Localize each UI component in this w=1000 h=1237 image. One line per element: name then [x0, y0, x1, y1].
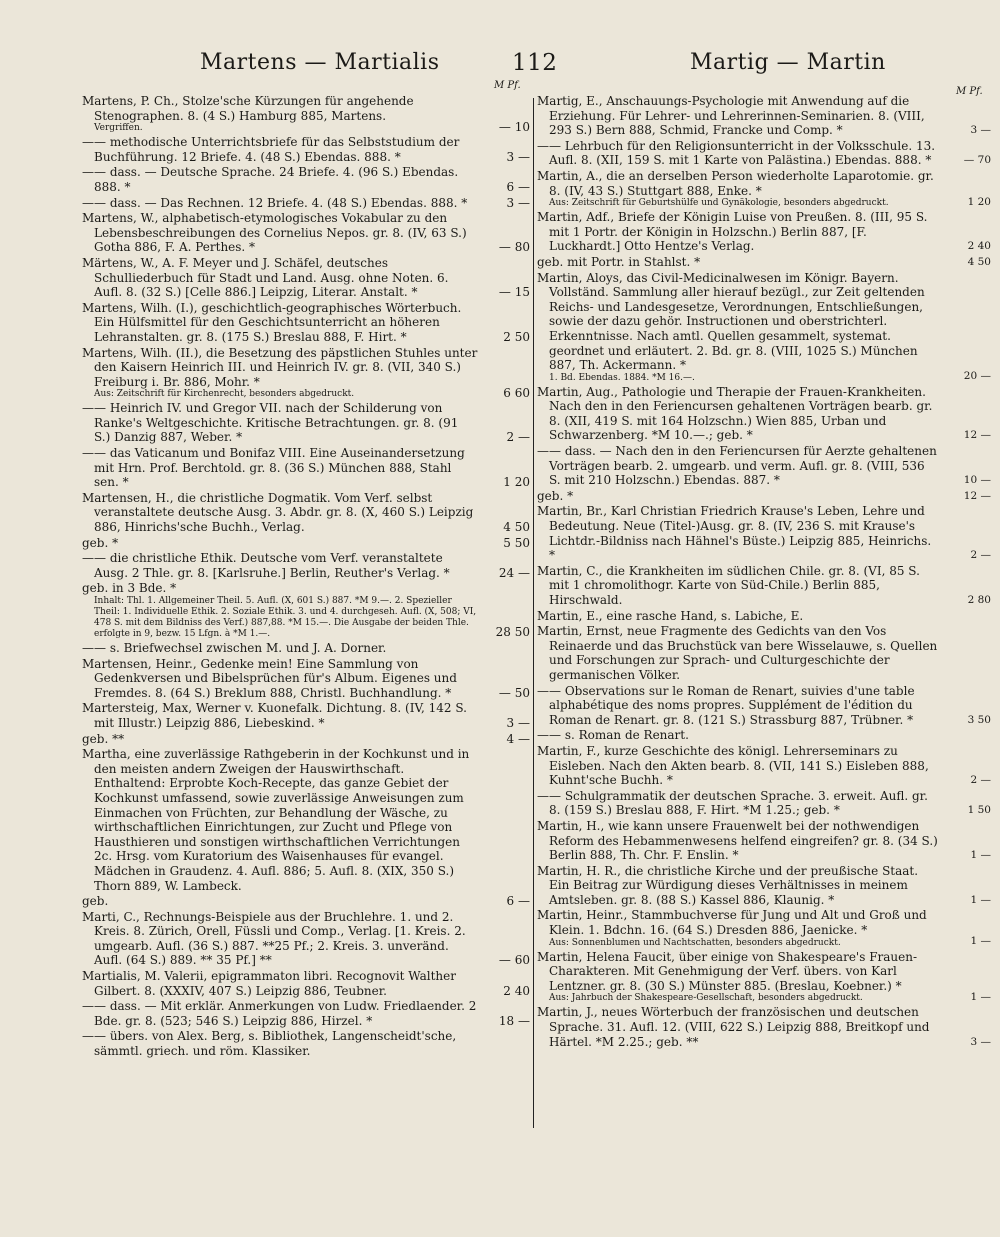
- catalog-entry: [82, 491, 530, 535]
- entry-text: —— s. Roman de Renart.: [537, 728, 689, 743]
- entry-text: Martens, W., alphabetisch-etymologisches Vokabular zu den Lebensbeschreibungen des Cornelius Nepos. gr. 8. (IV, 63 S.) Gotha 886, F. A. Perthes. *: [82, 211, 467, 255]
- entry-text: —— dass. — Mit erklär. Anmerkungen von Ludw. Friedlaender. 2 Bde. gr. 8. (523; 546 S.) Leipzig 886, Hirzel. *: [82, 999, 477, 1028]
- entry-price: 6 60: [503, 385, 530, 400]
- entry-text: Martin, Heinr., Stammbuchverse für Jung und Alt und Groß und Klein. 1. Bdchn. 16. (64 S.) Dresden 886, Jaenicke. *: [537, 908, 927, 938]
- entry-price: 1 20: [967, 195, 991, 208]
- page-number: 112: [512, 50, 558, 76]
- entry-text: geb. **: [82, 731, 125, 746]
- catalog-entry: [537, 1005, 991, 1049]
- catalog-entry: [82, 301, 530, 345]
- entry-text: Martens, P. Ch., Stolze'sche Kürzungen für angehende Stenographen. 8. (4 S.) Hamburg 885, Martens.: [82, 94, 414, 123]
- entry-price: — 15: [498, 285, 530, 300]
- entry-note: 1. Bd. Ebendas. 1884. *M 16.—.: [549, 372, 695, 383]
- catalog-entry: [82, 1029, 530, 1058]
- entry-text: Martersteig, Max, Werner v. Kuonefalk. Dichtung. 8. (IV, 142 S. mit Illustr.) Leipzig 886, Liebeskind. *: [82, 701, 467, 730]
- entry-price: 2 —: [970, 549, 991, 562]
- entry-price: 3 50: [967, 713, 991, 726]
- catalog-entry: [537, 488, 991, 504]
- column-divider: [533, 98, 534, 1128]
- entry-text: Martialis, M. Valerii, epigrammaton libri. Recognovit Walther Gilbert. 8. (XXXIV, 407 S.) Leipzig 886, Teubner.: [82, 969, 456, 998]
- entry-price: — 50: [498, 685, 530, 700]
- entry-price: 2 40: [967, 240, 991, 253]
- entry-text: —— Schulgrammatik der deutschen Sprache. 3. erweit. Aufl. gr. 8. (159 S.) Breslau 888, F. Hirt. *M 1.25.; geb. *: [537, 788, 928, 818]
- catalog-entry: [82, 346, 530, 401]
- entry-text: Martensen, Heinr., Gedenke mein! Eine Sammlung von Gedenkversen und Bibelsprüchen für's Album. Eigenes und Fremdes. 8. (64 S.) Breklum 888, Christl. Buchhandlung. *: [82, 656, 457, 700]
- catalog-entry: [82, 969, 530, 998]
- entry-text: geb. in 3 Bde. *: [82, 581, 177, 596]
- entry-note: Inhalt: Thl. 1. Allgemeiner Theil. 5. Aufl. (X, 601 S.) 887. *M 9.—. 2. Spezieller Theil: 1. Individuelle Ethik. 2. Soziale Ethik. 3. und 4. durchgeseh. Aufl. (X, 508; VI, 478 S. mit dem Bildniss des Verf.) 887,88. *M 15.—. Die Ausgabe der beiden Thle. erfolgte in 9, bezw. 15 Lfgn. à *M 1.—.: [94, 596, 477, 639]
- catalog-entry: [82, 747, 530, 893]
- entry-price: 1 —: [970, 990, 991, 1003]
- entry-text: Martin, H., wie kann unsere Frauenwelt bei der nothwendigen Reform des Hebammenwesens helfend eingreifen? gr. 8. (34 S.) Berlin 888, Th. Chr. F. Enslin. *: [537, 818, 938, 863]
- entry-price: 4 50: [967, 255, 991, 268]
- entry-text: Martin, Helena Faucit, über einige von Shakespeare's Frauen-Charakteren. Mit Genehmigung der Verf. übers. von Karl Lentzner. gr. 8. (30 S.) Münster 885. (Breslau, Koebner.) *: [537, 949, 918, 993]
- catalog-entry: [82, 581, 530, 640]
- entry-text: Martin, Aug., Pathologie und Therapie der Frauen-Krankheiten. Nach den in den Feriencursen gehaltenen Vorträgen bearb. gr. 8. (XII, 419 S. mit 164 Holzschn.) Wien 885, Urban und Schwarzenberg. *M 10.—.; geb. *: [537, 384, 933, 443]
- price-column-header-left: M Pf.: [494, 80, 521, 91]
- entry-price: — 60: [498, 953, 530, 968]
- catalog-entry: [537, 908, 991, 948]
- entry-price: 3 —: [506, 715, 530, 730]
- catalog-entry: [82, 256, 530, 300]
- entry-price: — 80: [498, 240, 530, 255]
- entry-text: —— dass. — Deutsche Sprache. 24 Briefe. 4. (96 S.) Ebendas. 888. *: [82, 165, 459, 194]
- entry-note: Aus: Zeitschrift für Kirchenrecht, besonders abgedruckt.: [94, 389, 355, 400]
- entry-price: 2 —: [506, 430, 530, 445]
- entry-text: Martin, J., neues Wörterbuch der französischen und deutschen Sprache. 31. Aufl. 12. (VIII, 622 S.) Leipzig 888, Breitkopf und Härtel. *M 2.25.; geb. **: [537, 1005, 930, 1049]
- catalog-entry: [82, 641, 530, 656]
- entry-text: —— Heinrich IV. und Gregor VII. nach der Schilderung von Ranke's Weltgeschichte. Kritische Betrachtungen. gr. 8. (91 S.) Danzig 887, Weber. *: [82, 401, 459, 445]
- entry-price: 1 —: [970, 893, 991, 906]
- entry-text: Martin, Aloys, das Civil-Medicinalwesen im Königr. Bayern. Vollständ. Sammlung aller hierauf bezügl., zur Zeit geltenden Reichs- und Landesgesetze, Verordnungen, Entschließungen, sowie der dazu gehör. Instructionen und oberstrichterl. Erkenntnisse. Nach amtl. Quellen gesammelt, systemat. geordnet und erläutert. 2. Bd. gr. 8. (VIII, 1025 S.) München 887, Th. Ackermann. *: [537, 270, 925, 373]
- entry-price: — 70: [963, 154, 991, 167]
- entry-price: 5 50: [503, 535, 530, 550]
- catalog-entry: [537, 270, 991, 384]
- catalog-entry: [537, 563, 991, 608]
- catalog-entry: [82, 551, 530, 580]
- running-head-left: Martens — Martialis: [200, 50, 440, 75]
- entry-text: —— Lehrbuch für den Religionsunterricht in der Volksschule. 13. Aufl. 8. (XII, 159 S. mit 1 Karte von Palästina.) Ebendas. 888. *: [537, 138, 936, 168]
- entry-price: 2 80: [967, 594, 991, 606]
- entry-text: Martin, Br., Karl Christian Friedrich Krause's Leben, Lehre und Bedeutung. Neue (Titel-)Ausg. gr. 8. (IV, 236 S. mit Krause's Lichtdr.-Bildniss nach Hähnel's Büste.) Leipzig 885, Heinrichs. *: [537, 504, 932, 563]
- entry-text: geb. *: [537, 488, 574, 503]
- entry-price: 6 —: [506, 894, 530, 909]
- catalog-entry: [82, 196, 530, 211]
- entry-price: 4 —: [506, 731, 530, 746]
- catalog-entry: [82, 211, 530, 255]
- entry-price: — 10: [498, 119, 530, 134]
- entry-price: 1 20: [503, 475, 530, 490]
- entry-text: Martens, Wilh. (II.), die Besetzung des päpstlichen Stuhles unter den Kaisern Heinrich III. und Heinrich IV. gr. 8. (VII, 340 S.) Freiburg i. Br. 886, Mohr. *: [82, 345, 478, 389]
- entry-text: Martensen, H., die christliche Dogmatik. Vom Verf. selbst veranstaltete deutsche Ausg. 3. Abdr. gr. 8. (X, 460 S.) Leipzig 886, Hinrichs'sche Buchh., Verlag.: [82, 490, 474, 535]
- entry-text: —— dass. — Das Rechnen. 12 Briefe. 4. (48 S.) Ebendas. 888. *: [82, 195, 468, 210]
- entry-price: 4 50: [503, 520, 530, 535]
- catalog-entry: [537, 818, 991, 863]
- catalog-entry: [82, 135, 530, 164]
- entry-price: 3 —: [970, 124, 991, 137]
- catalog-entry: [82, 701, 530, 730]
- catalog-entry: [82, 401, 530, 445]
- catalog-entry: [82, 657, 530, 701]
- catalog-entry: [537, 444, 991, 488]
- entry-price: 20 —: [963, 370, 991, 383]
- right-column: [537, 94, 991, 1050]
- entry-text: Martin, Adf., Briefe der Königin Luise von Preußen. 8. (III, 95 S. mit 1 Portr. der Königin in Holzschn.) Berlin 887, [F. Luckhardt.] Otto Hentze's Verlag.: [537, 210, 928, 254]
- catalog-entry: [82, 999, 530, 1028]
- catalog-entry: [537, 504, 991, 563]
- entry-text: Martin, E., eine rasche Hand, s. Labiche, E.: [537, 608, 804, 623]
- entry-text: geb. mit Portr. in Stahlst. *: [537, 254, 701, 269]
- catalog-entry: [537, 728, 955, 743]
- entry-text: geb.: [82, 894, 109, 909]
- catalog-entry: [82, 446, 530, 490]
- entry-price: 1 —: [970, 849, 991, 862]
- entry-price: 1 50: [967, 804, 991, 817]
- entry-price: 3 —: [506, 195, 530, 210]
- entry-price: 12 —: [963, 429, 991, 442]
- catalog-entry: [537, 609, 955, 624]
- entry-text: Martha, eine zuverlässige Rathgeberin in der Kochkunst und in den meisten andern Zweigen der Hauswirthschaft. Enthaltend: Erprobte Koch-Recepte, das ganze Gebiet der Kochkunst umfassend, sowie zuverlässige Anweisungen zum Einmachen von Früchten, zur Behandlung der Wäsche, zu wirthschaftlichen Einrichtungen, zur Zucht und Pflege von Hausthieren und sonstigen wirthschaftlichen Verrichtungen 2c. Hrsg. vom Kuratorium des Waisenhauses für evangel. Mädchen in Graudenz. 4. Aufl. 886; 5. Aufl. 8. (XIX, 350 S.) Thorn 889, W. Lambeck.: [82, 747, 470, 893]
- entry-text: —— übers. von Alex. Berg, s. Bibliothek, Langenscheidt'sche, sämmtl. griech. und röm. Klassiker.: [82, 1029, 457, 1059]
- entry-text: Martin, A., die an derselben Person wiederholte Laparotomie. gr. 8. (IV, 43 S.) Stuttgart 888, Enke. *: [537, 168, 934, 198]
- catalog-entry: [537, 168, 991, 209]
- entry-price: 12 —: [963, 489, 991, 502]
- entry-text: —— dass. — Nach den in den Feriencursen für Aerzte gehaltenen Vorträgen bearb. 2. umgearb. und verm. Aufl. gr. 8. (VIII, 536 S. mit 210 Holzschn.) Ebendas. 887. *: [537, 444, 937, 488]
- entry-text: Martin, C., die Krankheiten im südlichen Chile. gr. 8. (VI, 85 S. mit 1 chromolithogr. Karte von Süd-Chile.) Berlin 885, Hirschwald.: [537, 563, 920, 607]
- entry-price: 28 50: [495, 625, 530, 640]
- entry-text: —— Observations sur le Roman de Renart, suivies d'une table alphabétique des noms propres. Supplément de l'édition du Roman de Renart. gr. 8. (121 S.) Strassburg 887, Trübner. *: [537, 683, 915, 727]
- entry-text: Märtens, W., A. F. Meyer und J. Schäfel, deutsches Schulliederbuch für Stadt und Land. Ausg. ohne Noten. 6. Aufl. 8. (32 S.) [Celle 886.] Leipzig, Literar. Anstalt. *: [82, 255, 449, 300]
- entry-price: 3 —: [970, 1035, 991, 1048]
- catalog-entry: [537, 624, 955, 682]
- catalog-entry: [537, 384, 991, 443]
- entry-text: Martin, H. R., die christliche Kirche und der preußische Staat. Ein Beitrag zur Würdigung dieses Verhältnisses in meinem Amtsleben. gr. 8. (88 S.) Kassel 886, Klaunig. *: [537, 863, 919, 907]
- entry-price: 2 50: [503, 329, 530, 344]
- price-column-header-right: M Pf.: [956, 86, 983, 97]
- catalog-entry: [537, 254, 991, 270]
- entry-text: geb. *: [82, 535, 119, 550]
- entry-text: Martens, Wilh. (I.), geschichtlich-geographisches Wörterbuch. Ein Hülfsmittel für den Geschichtsunterricht an höheren Lehranstalten. gr. 8. (175 S.) Breslau 888, F. Hirt. *: [82, 300, 462, 344]
- catalog-entry: [537, 138, 991, 168]
- entry-price: 1 —: [970, 935, 991, 948]
- entry-text: —— die christliche Ethik. Deutsche vom Verf. veranstaltete Ausg. 2 Thle. gr. 8. [Karlsruhe.] Berlin, Reuther's Verlag. *: [82, 551, 450, 580]
- entry-note: Vergriffen.: [94, 123, 143, 134]
- entry-price: 2 —: [970, 774, 991, 787]
- entry-text: Martin, Ernst, neue Fragmente des Gedichts van den Vos Reinaerde und das Bruchstück van bere Wisselauwe, s. Quellen und Forschungen zur Sprach- und Culturgeschichte der germanischen Völker.: [537, 624, 938, 682]
- catalog-entry: [537, 743, 991, 788]
- catalog-entry: [82, 94, 530, 134]
- catalog-entry: [82, 165, 530, 194]
- entry-note: Aus: Zeitschrift für Geburtshülfe und Gynäkologie, besonders abgedruckt.: [549, 198, 889, 209]
- catalog-entry: [82, 894, 530, 909]
- entry-text: Martig, E., Anschauungs-Psychologie mit Anwendung auf die Erziehung. Für Lehrer- und Lehrerinnen-Seminarien. 8. (VIII, 293 S.) Bern 888, Schmid, Francke und Comp. *: [537, 94, 925, 138]
- entry-text: —— das Vaticanum und Bonifaz VIII. Eine Auseinandersetzung mit Hrn. Prof. Berchtold. gr. 8. (36 S.) München 888, Stahl sen. *: [82, 446, 465, 490]
- entry-price: 6 —: [506, 179, 530, 194]
- entry-price: 2 40: [503, 983, 530, 998]
- catalog-entry: [537, 949, 991, 1005]
- catalog-entry: [537, 210, 991, 254]
- entry-note: Aus: Jahrbuch der Shakespeare-Gesellschaft, besonders abgedruckt.: [549, 993, 863, 1004]
- catalog-entry: [82, 732, 530, 747]
- running-head-right: Martig — Martin: [690, 50, 886, 75]
- entry-note: Aus: Sonnenblumen und Nachtschatten, besonders abgedruckt.: [549, 937, 841, 948]
- entry-text: Marti, C., Rechnungs-Beispiele aus der Bruchlehre. 1. und 2. Kreis. 8. Zürich, Orell, Füssli und Comp., Verlag. [1. Kreis. 2. umgearb. Aufl. (36 S.) 887. **25 Pf.; 2. Kreis. 3. unveränd. Aufl. (64 S.) 889. ** 35 Pf.] **: [82, 909, 466, 968]
- catalog-entry: [537, 788, 991, 818]
- left-column: [82, 94, 530, 1060]
- entry-text: Martin, F., kurze Geschichte des königl. Lehrerseminars zu Eisleben. Nach den Akten bearb. 8. (VII, 141 S.) Eisleben 888, Kuhnt'sche Buchh. *: [537, 743, 929, 788]
- catalog-entry: [82, 536, 530, 551]
- catalog-entry: [537, 683, 991, 728]
- entry-price: 18 —: [498, 1013, 530, 1028]
- entry-text: —— s. Briefwechsel zwischen M. und J. A. Dorner.: [82, 641, 387, 655]
- entry-text: —— methodische Unterrichtsbriefe für das Selbststudium der Buchführung. 12 Briefe. 4. (48 S.) Ebendas. 888. *: [82, 135, 460, 164]
- entry-price: 3 —: [506, 149, 530, 164]
- entry-price: 24 —: [498, 565, 530, 580]
- catalog-entry: [537, 94, 991, 138]
- catalog-entry: [82, 910, 530, 968]
- catalog-entry: [537, 863, 991, 908]
- entry-price: 10 —: [963, 474, 991, 487]
